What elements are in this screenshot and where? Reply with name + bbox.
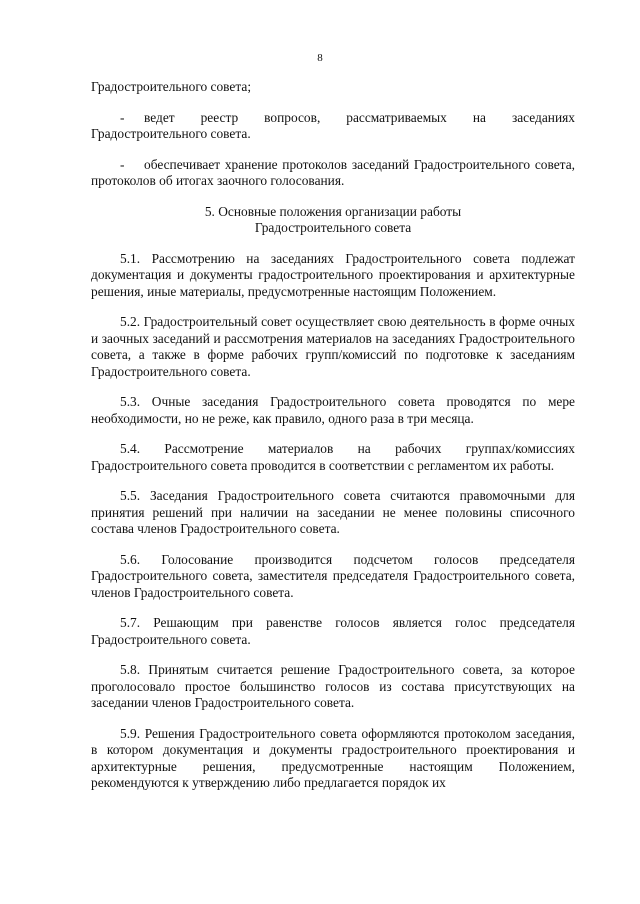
paragraph-5-4: 5.4. Рассмотрение материалов на рабочих группах/комиссиях Градостроительного совета проводится в соответствии с регламентом их работы. [91,441,575,473]
paragraph-5-6: 5.6. Голосование производится подсчетом голосов председателя Градостроительного совета, заместителя председателя Градостроительного совета, членов Градостроительного совета. [91,551,575,600]
paragraph-5-7: 5.7. Решающим при равенстве голосов является голос председателя Градостроительного совета. [91,615,575,647]
paragraph-5-2: 5.2. Градостроительный совет осуществляет свою деятельность в форме очных и заочных заседаний и рассмотрения материалов на заседаниях Градостроительного совета, а также в форме рабочих групп/комиссий по подготовке к заседаниям Градостроительного совета. [91,314,575,379]
paragraph-5-8: 5.8. Принятым считается решение Градостроительного совета, за которое проголосовало простое большинство голосов из состава присутствующих на заседании членов Градостроительного совета. [91,662,575,710]
section-heading [91,204,575,237]
bullet-item-storage [91,157,575,190]
bullet-text: ведет реестр вопросов, рассматриваемых на заседаниях Градостроительного совета. [91,109,575,141]
bullet-marker: - [120,109,125,125]
paragraph-5-5: 5.5. Заседания Градостроительного совета считаются правомочными для принятия решений при наличии на заседании не менее половины списочного состава членов Градостроительного совета. [91,488,575,536]
page-number: 8 [317,52,323,64]
section-heading-line2: Градостроительного совета [254,220,412,235]
bullet-text: обеспечивает хранение протоколов заседаний Градостроительного совета, протоколов об итогах заочного голосования. [91,156,575,188]
document-body [91,79,575,806]
paragraph-5-3: 5.3. Очные заседания Градостроительного совета проводятся по мере необходимости, но не реже, как правило, одного раза в три месяца. [91,394,575,426]
bullet-marker: - [120,156,125,172]
intro-continuation: Градостроительного совета; [91,79,252,94]
section-heading-line1: 5. Основные положения организации работы [204,203,462,219]
paragraph-5-1: 5.1. Рассмотрению на заседаниях Градостроительного совета подлежат документация и документы градостроительного проектирования и архитектурные решения, иные материалы, предусмотренные настоящим Положением. [91,250,575,299]
bullet-item-registry [91,110,575,143]
paragraph-5-9: 5.9. Решения Градостроительного совета оформляются протоколом заседания, в котором документация и документы градостроительного проектирования и архитектурные решения, предусмотренные настоящим Положением, рекомендуются к утверждению либо предлагается порядок их [91,725,575,790]
